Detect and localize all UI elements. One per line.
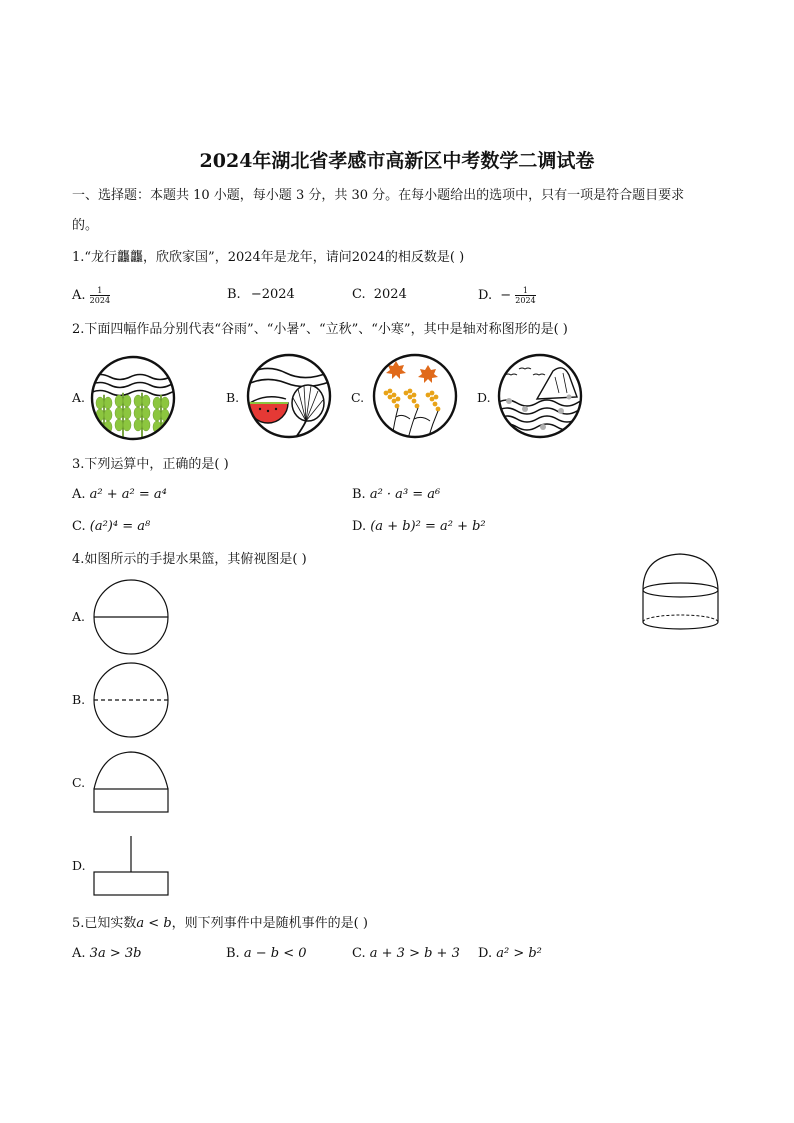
fraction-numerator: 1 (515, 286, 535, 296)
q2-option-a-label[interactable]: A. (72, 390, 86, 405)
q3-option-b-label: B. (352, 487, 366, 502)
guyu-circle-image[interactable] (90, 355, 176, 441)
q3-option-c-expr: (a²)⁴ = a⁸ (89, 519, 151, 534)
xiaohan-circle-image[interactable] (497, 353, 583, 439)
q1-option-b-label: B. (227, 287, 241, 302)
xiaoshu-circle-image[interactable] (246, 353, 332, 439)
q4-option-c-figure[interactable] (92, 749, 170, 815)
q4-option-b-label[interactable]: B. (72, 692, 86, 707)
question-2-stem: 2.下面四幅作品分别代表“谷雨”、“小暑”、“立秋”、“小寒”，其中是轴对称图形的是( ) (72, 322, 568, 337)
question-5-stem (72, 916, 368, 932)
fruit-basket-figure (640, 550, 722, 632)
q3-option-b-expr: a² · a³ = a⁶ (369, 487, 441, 502)
q1-option-d-label: D. (478, 288, 493, 303)
q3-option-d-expr: (a + b)² = a² + b² (370, 519, 486, 534)
question-3-stem: 3.下列运算中，正确的是( ) (72, 457, 229, 472)
q5-option-c-expr: a + 3 > b + 3 (369, 946, 460, 961)
q1-option-c-label: C. (352, 287, 366, 302)
q1-option-b[interactable] (227, 287, 295, 303)
fraction-denominator: 2024 (515, 296, 536, 305)
fraction-numerator: 1 (90, 286, 110, 296)
q5-option-c-label: C. (352, 946, 366, 961)
q2-option-d-label[interactable]: D. (477, 390, 491, 405)
q2-option-c-label[interactable]: C. (351, 390, 365, 405)
q4-option-d-figure[interactable] (92, 834, 170, 898)
q5-option-b-expr: a − b < 0 (243, 946, 307, 961)
q1-option-a[interactable] (72, 286, 110, 305)
q1-option-d-fraction (515, 286, 535, 305)
page-title: 2024年湖北省孝感市高新区中考数学二调试卷 (199, 150, 595, 172)
q3-option-c-label: C. (72, 519, 86, 534)
q4-option-d-label[interactable]: D. (72, 858, 86, 873)
q1-option-d[interactable] (478, 286, 536, 305)
q1-option-c[interactable] (352, 287, 407, 303)
q1-option-c-value: 2024 (373, 287, 407, 302)
q5-stem-condition: a < b (136, 916, 172, 931)
fraction-denominator: 2024 (89, 296, 111, 305)
q3-option-a-label: A. (72, 487, 86, 502)
q3-option-b[interactable] (352, 487, 440, 503)
q4-option-b-figure[interactable] (92, 661, 170, 739)
q2-option-b-label[interactable]: B. (226, 390, 240, 405)
question-1-stem: 1.“龙行龘龘，欣欣家国”，2024年是龙年，请问2024的相反数是( ) (72, 250, 465, 265)
q1-option-d-sign: − (500, 288, 512, 303)
q3-option-a[interactable] (72, 487, 167, 503)
q5-option-d[interactable] (478, 946, 542, 962)
section-instructions-line1: 一、选择题：本题共 10 小题，每小题 3 分，共 30 分。在每小题给出的选项中，只有一项是符合题目要求 (72, 188, 685, 203)
q5-option-a-expr: 3a > 3b (89, 946, 142, 961)
q4-option-a-label[interactable]: A. (72, 609, 86, 624)
q1-option-b-value: −2024 (250, 287, 295, 302)
q5-stem-post: ，则下列事件中是随机事件的是( ) (171, 916, 368, 931)
q1-option-a-fraction (90, 286, 110, 305)
q5-option-c[interactable] (352, 946, 460, 962)
question-4-stem: 4.如图所示的手提水果篮，其俯视图是( ) (72, 552, 307, 567)
q3-option-d[interactable] (352, 519, 486, 535)
q3-option-a-expr: a² + a² = a⁴ (89, 487, 167, 502)
q5-option-a[interactable] (72, 946, 141, 962)
liqiu-circle-image[interactable] (372, 353, 458, 439)
section-instructions-line2: 的。 (72, 218, 99, 233)
q1-option-a-label: A. (72, 288, 86, 303)
q4-option-c-label[interactable]: C. (72, 775, 86, 790)
q5-option-d-label: D. (478, 946, 493, 961)
q3-option-c[interactable] (72, 519, 150, 535)
q5-option-b-label: B. (226, 946, 240, 961)
q5-stem-pre: 5.已知实数 (72, 916, 137, 931)
q5-option-b[interactable] (226, 946, 307, 962)
q4-option-a-figure[interactable] (92, 578, 170, 656)
q5-option-d-expr: a² > b² (496, 946, 542, 961)
q5-option-a-label: A. (72, 946, 86, 961)
q3-option-d-label: D. (352, 519, 367, 534)
